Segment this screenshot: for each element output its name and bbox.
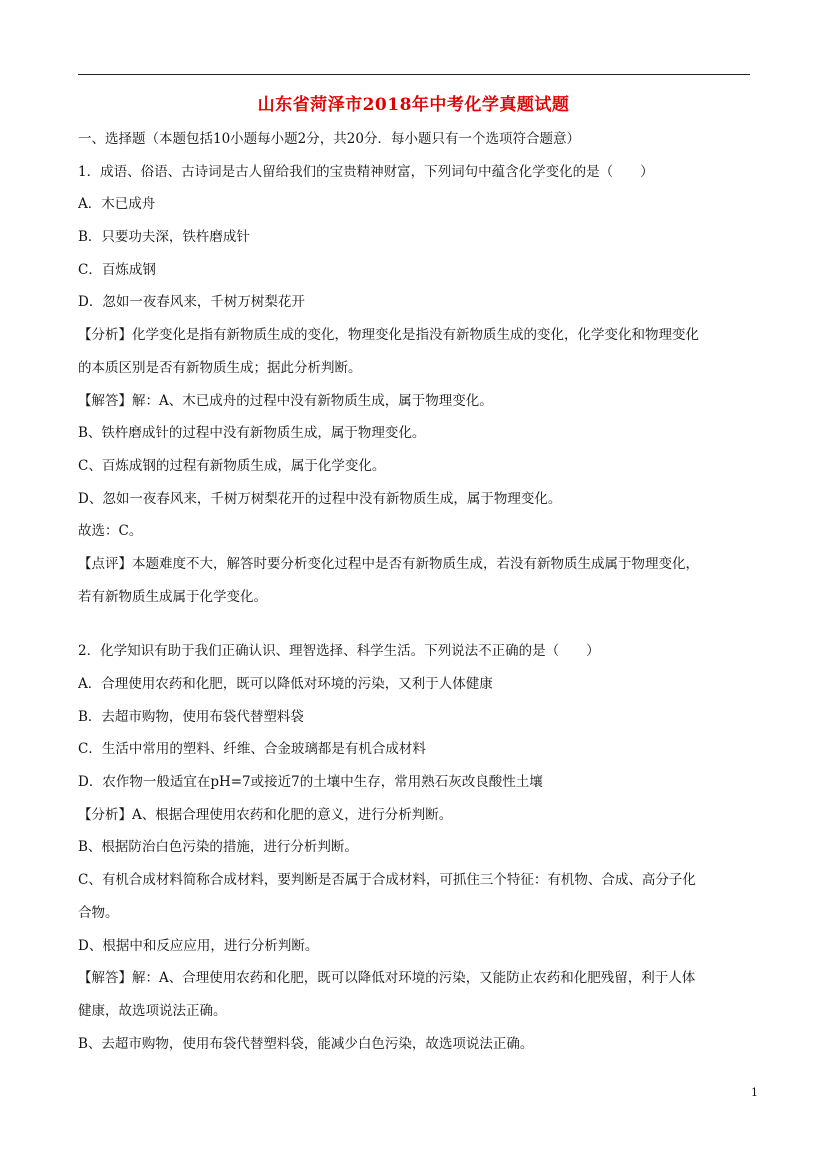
question-1-answer-d: D、忽如一夜春风来，千树万树梨花开的过程中没有新物质生成，属于物理变化。: [78, 490, 562, 507]
page-title: 山东省菏泽市2018年中考化学真题试题: [257, 95, 570, 115]
question-1-comment: 【点评】本题难度不大，解答时要分析变化过程中是否有新物质生成，若没有新物质生成属于物理变化，: [78, 555, 699, 572]
question-1-comment-cont: 若有新物质生成属于化学变化。: [78, 588, 267, 605]
question-1-stem: 1．成语、俗语、古诗词是古人留给我们的宝贵精神财富，下列词句中蕴含化学变化的是（ ）: [78, 163, 654, 180]
document-body: [78, 128, 750, 1065]
question-2-analysis: 【分析】A、根据合理使用农药和化肥的意义，进行分析判断。: [78, 806, 453, 823]
question-1-option-b: B．只要功夫深，铁杵磨成针: [78, 229, 250, 246]
question-2-option-d: D．农作物一般适宜在pH=7或接近7的土壤中生存，常用熟石灰改良酸性土壤: [78, 774, 543, 791]
question-spacer: [78, 618, 750, 640]
question-2-analysis-d: D、根据中和反应应用，进行分析判断。: [78, 937, 319, 954]
question-1-option-c: C．百炼成钢: [78, 261, 156, 278]
question-1-answer: 【解答】解：A、木已成舟的过程中没有新物质生成，属于物理变化。: [78, 392, 493, 409]
question-2-option-c: C．生活中常用的塑料、纤维、合金玻璃都是有机合成材料: [78, 741, 426, 758]
question-1-choice: 故选：C。: [78, 523, 143, 540]
question-1-option-d: D．忽如一夜春风来，千树万树梨花开: [78, 294, 305, 311]
question-2-option-a: A．合理使用农药和化肥，既可以降低对环境的污染，又利于人体健康: [78, 676, 493, 692]
question-1-answer-b: B、铁杵磨成针的过程中没有新物质生成，属于物理变化。: [78, 425, 426, 442]
question-1-answer-c: C、百炼成钢的过程有新物质生成，属于化学变化。: [78, 457, 386, 474]
question-2-analysis-c: C、有机合成材料简称合成材料，要判断是否属于合成材料，可抓住三个特征：有机物、合成、高分子化: [78, 872, 696, 889]
question-2-option-b: B．去超市购物，使用布袋代替塑料袋: [78, 708, 304, 725]
question-2-answer: 【解答】解：A、合理使用农药和化肥，既可以降低对环境的污染，又能防止农药和化肥残留，利于人体: [78, 970, 696, 987]
page-number: 1: [751, 1086, 758, 1099]
question-2-analysis-b: B、根据防治白色污染的措施，进行分析判断。: [78, 839, 358, 856]
question-2-analysis-c-cont: 合物。: [78, 904, 119, 921]
question-1-analysis-cont: 的本质区别是否有新物质生成；据此分析判断。: [78, 359, 362, 376]
header-rule: [78, 74, 750, 75]
question-2-answer-cont: 健康，故选项说法正确。: [78, 1002, 227, 1019]
section-header: 一、选择题（本题包括10小题每小题2分，共20分．每小题只有一个选项符合题意）: [78, 131, 580, 147]
question-2-stem: 2．化学知识有助于我们正确认识、理智选择、科学生活。下列说法不正确的是（ ）: [78, 643, 600, 660]
question-1-analysis: 【分析】化学变化是指有新物质生成的变化，物理变化是指没有新物质生成的变化，化学变化和物理变化: [78, 327, 699, 344]
question-1-option-a: A．木已成舟: [78, 196, 156, 213]
question-2-answer-b: B、去超市购物，使用布袋代替塑料袋，能减少白色污染，故选项说法正确。: [78, 1035, 534, 1052]
